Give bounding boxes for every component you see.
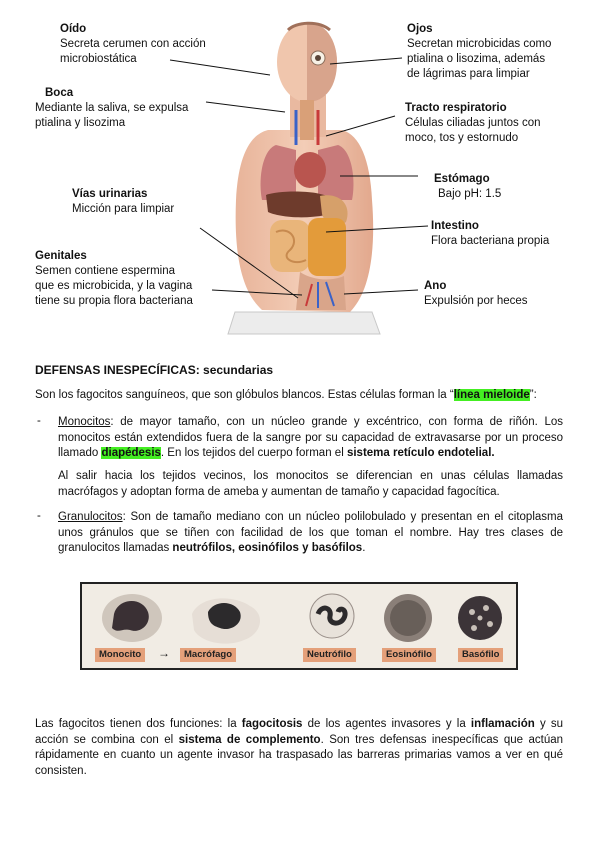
liver [266, 192, 330, 218]
inflamacion: inflamación [470, 718, 535, 730]
label-estomago [434, 172, 501, 202]
label-ano-line: Expulsión por heces [424, 295, 528, 307]
label-boca-line: Mediante la saliva, se expulsa [35, 102, 189, 114]
monocitos-paragraph [58, 415, 563, 462]
label-oido-title: Oído [60, 23, 87, 35]
cell-label-basofilo: Basófilo [458, 648, 503, 662]
cells-image [80, 582, 518, 670]
granulocitos-types: neutrófilos, eosinófilos y basófilos [172, 542, 363, 554]
cell-label-eosinofilo: Eosinófilo [382, 648, 436, 662]
sistema-de-complemento: sistema de complemento [178, 733, 321, 746]
label-genitales-line: tiene su propia flora bacteriana [35, 295, 193, 307]
sistema-reticulo-endotelial: sistema retículo endotelial. [346, 447, 495, 459]
label-boca [35, 86, 188, 131]
cell-label-neutrofilo: Neutrófilo [303, 648, 356, 662]
label-ojos-line: Secretan microbicidas como [407, 38, 552, 50]
label-tracto-line: moco, tos y estornudo [405, 132, 519, 144]
label-ojos [407, 22, 551, 82]
label-ojos-line: ptialina o lisozima, además [407, 53, 546, 65]
section-title: DEFENSAS INESPECÍFICAS: secundarias [35, 363, 274, 377]
label-intestino [431, 219, 549, 249]
intro-pre: Son los fagocitos sanguíneos, que son glóbulos blancos. Estas células forman la “ [35, 389, 454, 401]
cell-label-monocito: Monocito [95, 648, 145, 662]
granulocitos-paragraph [58, 510, 563, 557]
fagocitosis: fagocitosis [241, 718, 303, 730]
final-text-1: Las fagocitos tienen dos funciones: la [35, 718, 242, 730]
diapedesis-highlight: diapédesis [101, 447, 161, 459]
granulocitos-term: Granulocitos [58, 511, 123, 523]
label-boca-line: ptialina y lisozima [35, 117, 126, 129]
monocitos-text-2: . En los tejidos del cuerpo forman el [160, 447, 347, 459]
label-ojos-line: de lágrimas para limpiar [407, 68, 530, 80]
label-intestino-line: Flora bacteriana propia [431, 235, 550, 247]
intro-paragraph [35, 388, 563, 404]
monocitos-bullet: - [37, 415, 41, 427]
final-paragraph [35, 717, 563, 779]
label-oido [60, 22, 206, 67]
cells-drawing [82, 584, 516, 668]
label-boca-title: Boca [45, 87, 74, 99]
label-ano [424, 279, 528, 309]
large-intestine [308, 218, 346, 276]
monocitos-term: Monocitos [58, 416, 111, 428]
cell-label-macrofago: Macrófago [180, 648, 236, 662]
label-estomago-title: Estómago [434, 173, 490, 185]
heart [294, 152, 326, 188]
label-intestino-title: Intestino [431, 220, 479, 232]
label-tracto-line: Células ciliadas juntos con [405, 117, 541, 129]
label-vias-line: Micción para limpiar [72, 203, 175, 215]
final-text-3: y su acción se combina con el [35, 718, 563, 746]
intro-post: ”: [529, 389, 537, 401]
label-genitales [35, 249, 193, 309]
label-tracto [405, 101, 541, 146]
label-vias [72, 187, 174, 217]
label-oido-line: microbiostática [60, 53, 137, 65]
final-text-2: de los agentes invasores y la [302, 718, 471, 730]
label-tracto-title: Tracto respiratorio [405, 102, 507, 114]
label-oido-line: Secreta cerumen con acción [60, 38, 206, 50]
label-genitales-line: que es microbicida, y la vagina [35, 280, 193, 292]
small-intestine [270, 220, 310, 272]
granulocitos-bullet: - [37, 510, 41, 522]
label-vias-title: Vías urinarias [72, 188, 148, 200]
label-ano-title: Ano [424, 280, 447, 292]
monocitos-paragraph-2: Al salir hacia los tejidos vecinos, los monocitos se diferencian en unas células llamadas macrófagos y adoptan forma de ameba y aumentan de tamaño y capacidad fagocítica. [58, 470, 563, 498]
stand [228, 312, 380, 334]
label-ojos-title: Ojos [407, 23, 433, 35]
granulocitos-text-1: : Son de tamaño mediano con un núcleo polilobulado y presentan en el citoplasma unos gránulos que se tiñen con facilidad de los que toman el nombre. Hay tres clases de granulocitos llamadas [58, 511, 563, 554]
final-text-4: . Son tres defensas inespecíficas que actúan rápidamente en cuanto un agente invasor ha traspasado las barreras primarias vamos a ver en qué consisten. [35, 733, 564, 777]
linea-mieloide-highlight: línea mieloide [453, 389, 530, 401]
label-estomago-line: Bajo pH: 1.5 [438, 188, 502, 200]
label-genitales-title: Genitales [35, 250, 87, 262]
granulocitos-text-2: . [362, 542, 366, 554]
arrow-icon: → [158, 646, 170, 660]
label-genitales-line: Semen contiene espermina [35, 265, 175, 277]
monocitos-text-1: : de mayor tamaño, con un núcleo grande y excéntrico, con forma de riñón. Los monocitos están extendidos fuera de la sangre por su capacidad de extravasarse por un proceso llamado [58, 416, 563, 459]
